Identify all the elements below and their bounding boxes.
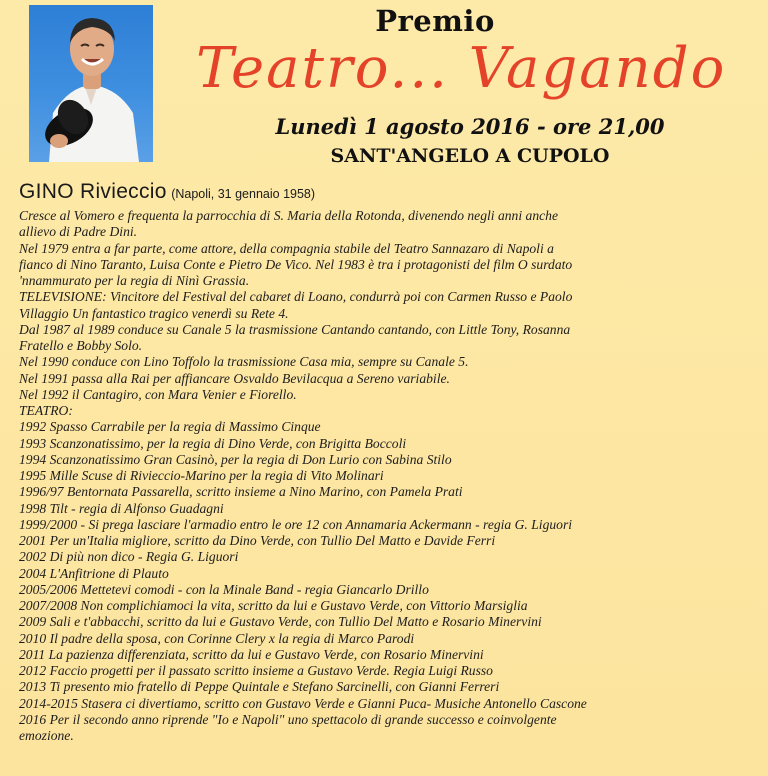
biography-line: 1993 Scanzonatissimo, per la regia di Dino Verde, con Brigitta Boccoli	[19, 435, 407, 451]
biography-line: 1996/97 Bentornata Passarella, scritto insieme a Nino Marino, con Pamela Prati	[19, 484, 463, 500]
biography-line: Dal 1987 al 1989 conduce su Canale 5 la trasmissione Cantando cantando, con Little Tony, Rosanna	[19, 321, 571, 337]
biography-line: Nel 1979 entra a far parte, come attore, della compagnia stabile del Teatro Sannazaro di Napoli a	[19, 240, 554, 256]
biography-line: Fratello e Bobby Solo.	[19, 338, 143, 353]
event-title: Teatro... Vagando	[196, 36, 727, 101]
biography-text	[19, 208, 764, 744]
biography-line: Villaggio Un fantastico tragico venerdì su Rete 4.	[19, 305, 289, 321]
biography-line: TEATRO:	[19, 403, 73, 418]
biography-line: 2012 Faccio progetti per il passato scritto insieme a Gustavo Verde. Regia Luigi Russo	[19, 663, 493, 678]
biography-line: Nel 1991 passa alla Rai per affiancare Osvaldo Bevilacqua a Sereno variabile.	[19, 370, 450, 386]
event-place: SANT'ANGELO A CUPOLO	[330, 145, 610, 167]
biography-line: 2007/2008 Non complichiamoci la vita, scritto da lui e Gustavo Verde, con Vittorio Marsiglia	[19, 598, 528, 613]
biography-line: 2013 Ti presento mio fratello di Peppe Quintale e Stefano Sarcinelli, con Gianni Ferreri	[19, 679, 500, 695]
portrait-illustration	[29, 5, 153, 162]
biography-line: allievo di Padre Dini.	[19, 224, 138, 240]
biography-line: Cresce al Vomero e frequenta la parrocchia di S. Maria della Rotonda, divenendo negli anni anche	[19, 208, 558, 223]
biography-line: 1999/2000 - Si prega lasciare l'armadio entro le ore 12 con Annamaria Ackermann - regia G. Liguori	[19, 516, 573, 532]
biography-line: 2011 La pazienza differenziata, scritto da lui e Gustavo Verde, con Rosario Minervini	[19, 646, 484, 662]
biography-line: TELEVISIONE: Vincitore del Festival del cabaret di Loano, condurrà poi con Carmen Russo e Paolo	[19, 289, 573, 305]
bio-heading	[19, 180, 315, 204]
biography-line: 2016 Per il secondo anno riprende "Io e Napoli" uno spettacolo di grande successo e coinvolgente	[19, 711, 557, 727]
biography-line: 2001 Per un'Italia migliore, scritto da Dino Verde, con Tullio Del Matto e Davide Ferri	[19, 533, 496, 548]
biography-line: 2005/2006 Mettetevi comodi - con la Minale Band - regia Giancarlo Drillo	[19, 581, 429, 597]
biography-line: 2010 Il padre della sposa, con Corinne Clery x la regia di Marco Parodi	[19, 630, 415, 646]
biography-line: 2002 Di più non dico - Regia G. Liguori	[19, 549, 239, 565]
biography-line: Nel 1990 conduce con Lino Toffolo la trasmissione Casa mia, sempre su Canale 5.	[19, 354, 469, 370]
biography-line: 1992 Spasso Carrabile per la regia di Massimo Cinque	[19, 419, 321, 435]
biography-line: 'nnammurato per la regia di Ninì Grassia.	[19, 273, 250, 288]
biography-line: emozione.	[19, 728, 74, 743]
event-date: Lunedì 1 agosto 2016 - ore 21,00	[275, 114, 665, 139]
biography-line: 1994 Scanzonatissimo Gran Casinò, per la regia di Don Lurio con Sabina Stilo	[19, 451, 452, 467]
award-label: Premio	[375, 4, 495, 38]
biography-line: Nel 1992 il Cantagiro, con Mara Venier e Fiorello.	[19, 386, 297, 402]
artist-birth: (Napoli, 31 gennaio 1958)	[171, 187, 316, 201]
biography-line: 2004 L'Anfitrione di Plauto	[19, 565, 169, 581]
biography-line: 2009 Sali e t'abbacchi, scritto da lui e Gustavo Verde, con Tullio Del Matto e Rosario Minervini	[19, 614, 542, 630]
artist-name: GINO Rivieccio	[19, 180, 167, 203]
biography-line: fianco di Nino Taranto, Luisa Conte e Pietro De Vico. Nel 1983 è tra i protagonisti del film O surdato	[19, 256, 573, 272]
biography-line: 2014-2015 Stasera ci divertiamo, scritto con Gustavo Verde e Gianni Puca- Musiche Antonello Cascone	[19, 695, 587, 711]
portrait-photo	[29, 5, 153, 162]
biography-line: 1995 Mille Scuse di Rivieccio-Marino per la regia di Vito Molinari	[19, 468, 384, 483]
biography-line: 1998 Tilt - regia di Alfonso Guadagni	[19, 500, 224, 516]
